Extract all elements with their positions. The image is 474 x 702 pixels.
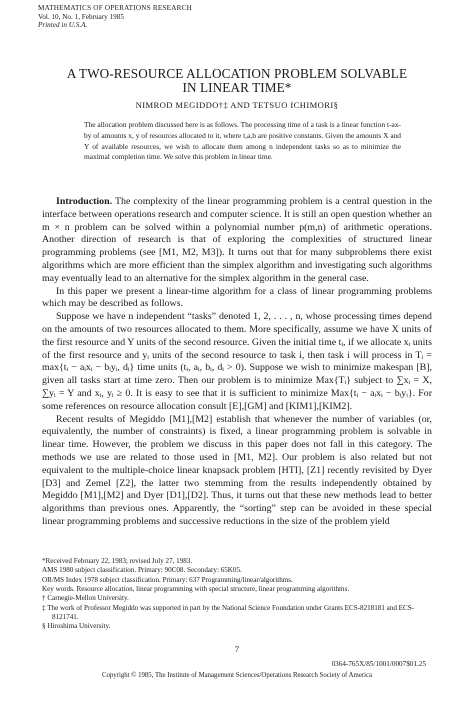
paragraph-3: Suppose we have n independent “tasks” denoted 1, 2, . . . , n, whose processing times depend on the amounts of two resources allocated to them. More specifically, assume we have X units of the first resource and Y units of the second resource. Given the initial time tᵢ, if we allocate xᵢ units of the first resource and yᵢ units of the second resource to task i, then task i will process in Tᵢ = max{tᵢ − aᵢxᵢ − bᵢyᵢ, dᵢ} time units (tᵢ, aᵢ, bᵢ, dᵢ > 0). Suppose we wish to minimize makespan [B], given all tasks start at time zero. Then our problem is to minimize Max{Tᵢ} subject to ∑xᵢ = X, ∑yᵢ = Y and xᵢ, yᵢ ≥ 0. It is easy to see that it is sufficient to minimize Max{tᵢ − aᵢxᵢ − bᵢyᵢ}. For some references on resource allocation consult [E],[GM] and [KIM1],[KIM2].	[42, 311, 432, 412]
footnote-ams: AMS 1980 subject classification. Primary: 90C08. Secondary: 65K05.	[42, 566, 242, 575]
footnote-nsf: ‡ The work of Professor Megiddo was supported in part by the National Science Foundation under Grants ECS-8218181 and ECS-8121741.	[42, 603, 415, 622]
intro-heading: Introduction.	[56, 196, 113, 207]
journal-name: MATHEMATICS OF OPERATIONS RESEARCH	[38, 4, 192, 12]
paper-title	[30, 67, 444, 95]
page-number: 7	[234, 644, 240, 654]
copyright-line: Copyright © 1985, The Institute of Management Sciences/Operations Research Society of America	[101, 672, 373, 679]
article-code: 0364-765X/85/1001/0007$01.25	[331, 660, 426, 668]
abstract: The allocation problem discussed here is as follows. The processing time of a task is a linear function t-ax-by of amounts x, y of resources allocated to it, where t,a,b are positive constants. Given the amounts X and Y of available resources, we wish to allocate them among n independent tasks so as to minimize the maximal completion time. We solve this problem in linear time.	[84, 120, 401, 162]
printed-info: Printed in U.S.A.	[38, 21, 88, 30]
title-line-2: IN LINEAR TIME*	[182, 80, 292, 95]
footnote-orms: OR/MS Index 1978 subject classification. Primary: 637 Programming/linear/algorithms.	[42, 575, 293, 584]
volume-info: Vol. 10, No. 1, February 1985	[38, 12, 124, 21]
footnote-keywords: Key words. Resource allocation, linear programming with special structure, linear programming algorithms.	[42, 585, 350, 594]
body-text	[42, 196, 432, 529]
paragraph-1-text: The complexity of the linear programming problem is a central question in the interface between operations research and computer science. It is still an open question whether an m × n problem can be solved within a polynomial number p(m,n) of arithmetic operations. Another direction of research is that of exploring the complexities of structured linear programming problems (see [M1, M2, M3]). It turns out that for many subproblems there exist algorithms which are more efficient than the simplex algorithm and investigating such algorithms may eventually lead to an alternative for the simplex algorithm in the general case.	[42, 196, 432, 284]
author-line: NIMROD MEGIDDO†‡ AND TETSUO ICHIMORI§	[135, 100, 339, 110]
footnote-cmu: † Carnegie-Mellon University.	[42, 594, 129, 603]
footnote-received: *Received February 22, 1983; revised July 27, 1983.	[42, 557, 193, 565]
footnote-hiroshima: § Hiroshima University.	[42, 622, 111, 631]
footnotes	[42, 557, 432, 632]
journal-header	[38, 4, 192, 30]
title-line-1: A TWO-RESOURCE ALLOCATION PROBLEM SOLVABLE	[66, 66, 408, 81]
paragraph-4: Recent results of Megiddo [M1],[M2] establish that whenever the number of variables (or, equivalently, the number of constraints) is fixed, a linear programming problem is solvable in linear time. However, the problem we discuss in this paper does not fall in this category. The methods we use are related to those used in [M1, M2]. Our problem is also related but not equivalent to the multiple-choice linear knapsack problem [HTI], [Z1] recently revisited by Dyer [D3] and Zemel [Z2], the latter two stemming from the results independently obtained by Megiddo [M1],[M2] and Dyer [D1],[D2]. Thus, it turns out that these new methods lead to better algorithms than previous ones. Apparently, the “sorting” step can be avoided in these special linear programming problems and successive reductions in the size of the problem yield	[42, 413, 432, 527]
paragraph-intro	[42, 196, 432, 286]
paragraph-2: In this paper we present a linear-time algorithm for a class of linear programming problems which may be described as follows.	[42, 285, 432, 310]
